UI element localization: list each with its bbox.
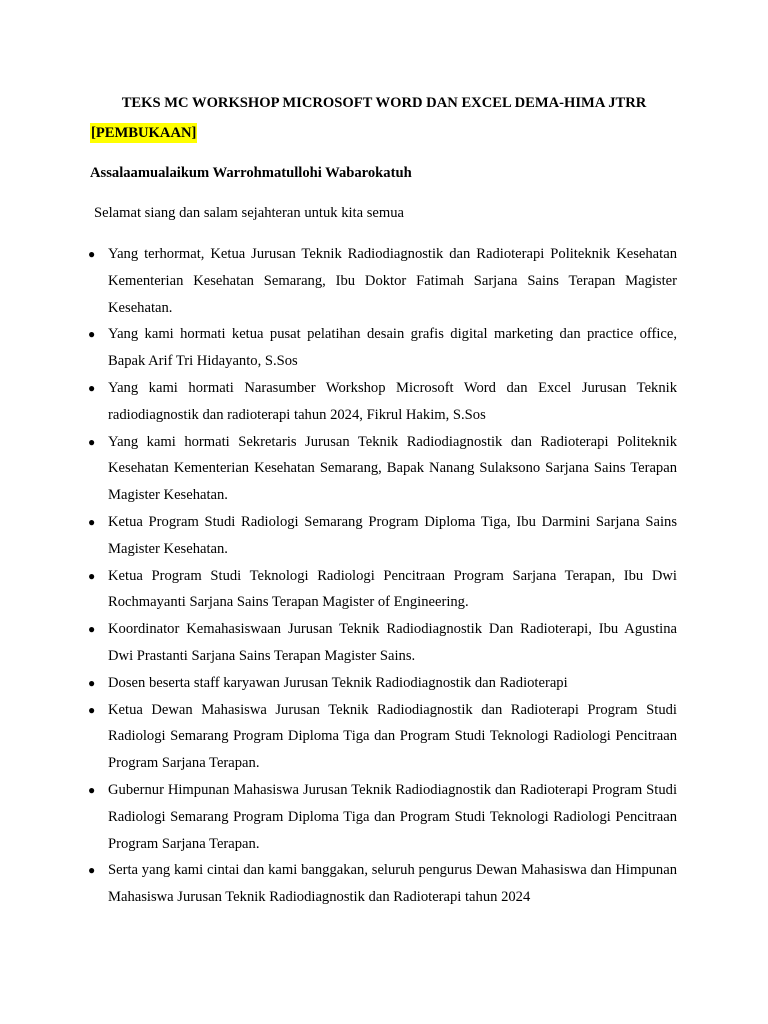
list-item-text: Ketua Program Studi Teknologi Radiologi Pencitraan Program Sarjana Terapan, Ibu Dwi Rochmayanti Sarjana Sains Terapan Magister of Engineering. (108, 567, 677, 611)
list-item (88, 777, 677, 857)
list-item-text: Yang kami hormati Narasumber Workshop Microsoft Word dan Excel Jurusan Teknik radiodiagnostik dan radioterapi tahun 2024, Fikrul Hakim, S.Sos (108, 379, 677, 423)
bullet-icon: ● (88, 702, 96, 717)
list-item-text: Serta yang kami cintai dan kami banggakan, seluruh pengurus Dewan Mahasiswa dan Himpunan Mahasiswa Jurusan Teknik Radiodiagnostik dan Radioterapi tahun 2024 (108, 862, 677, 906)
bullet-icon: ● (88, 514, 96, 529)
list-item (88, 509, 677, 563)
list-item (88, 616, 677, 670)
bullet-icon: ● (88, 782, 96, 797)
list-item (88, 375, 677, 429)
attendee-list (88, 241, 677, 911)
intro-text: Selamat siang dan salam sejahteran untuk kita semua (94, 205, 405, 221)
list-item-text: Yang terhormat, Ketua Jurusan Teknik Radiodiagnostik dan Radioterapi Politeknik Kesehatan Kementerian Kesehatan Semarang, Ibu Doktor Fatimah Sarjana Sains Terapan Magister Kesehatan. (108, 246, 677, 316)
section-tag-highlight: [PEMBUKAAN] (91, 125, 197, 141)
bullet-icon: ● (88, 380, 96, 395)
list-item-text: Ketua Program Studi Radiologi Semarang Program Diploma Tiga, Ibu Darmini Sarjana Sains Magister Kesehatan. (108, 513, 677, 557)
bullet-icon: ● (88, 568, 96, 583)
list-item (88, 670, 677, 697)
list-item (88, 429, 677, 509)
list-item-text: Ketua Dewan Mahasiswa Jurusan Teknik Radiodiagnostik dan Radioterapi Program Studi Radiologi Semarang Program Diploma Tiga dan Program Studi Teknologi Radiologi Pencitraan Program Sarjana Terapan. (108, 701, 677, 772)
list-item-text: Dosen beserta staff karyawan Jurusan Teknik Radiodiagnostik dan Radioterapi (108, 674, 568, 691)
bullet-icon: ● (88, 622, 96, 637)
list-item (88, 241, 677, 321)
document-title: TEKS MC WORKSHOP MICROSOFT WORD DAN EXCEL DEMA-HIMA JTRR (121, 95, 647, 111)
bullet-icon: ● (88, 247, 96, 261)
list-item (88, 857, 677, 911)
list-item (88, 563, 677, 617)
list-item (88, 321, 677, 375)
bullet-icon: ● (88, 863, 96, 878)
list-item-text: Yang kami hormati ketua pusat pelatihan desain grafis digital marketing dan practice office, Bapak Arif Tri Hidayanto, S.Sos (108, 326, 677, 370)
greeting-text: Assalaamualaikum Warrohmatullohi Wabarokatuh (90, 165, 412, 181)
list-item-text: Yang kami hormati Sekretaris Jurusan Teknik Radiodiagnostik dan Radioterapi Politeknik Kesehatan Kementerian Kesehatan Semarang, Bapak Nanang Sulaksono Sarjana Sains Terapan Magister Kesehatan. (108, 433, 677, 504)
bullet-icon: ● (88, 675, 96, 690)
list-item-text: Gubernur Himpunan Mahasiswa Jurusan Teknik Radiodiagnostik dan Radioterapi Program Studi Radiologi Semarang Program Diploma Tiga dan Program Studi Teknologi Radiologi Pencitraan Program Sarjana Terapan. (108, 781, 677, 852)
bullet-icon: ● (88, 434, 96, 449)
list-item-text: Koordinator Kemahasiswaan Jurusan Teknik Radiodiagnostik Dan Radioterapi, Ibu Agustina Dwi Prastanti Sarjana Sains Terapan Magister Sains. (108, 621, 677, 664)
bullet-icon: ● (88, 327, 96, 342)
list-item (88, 697, 677, 777)
